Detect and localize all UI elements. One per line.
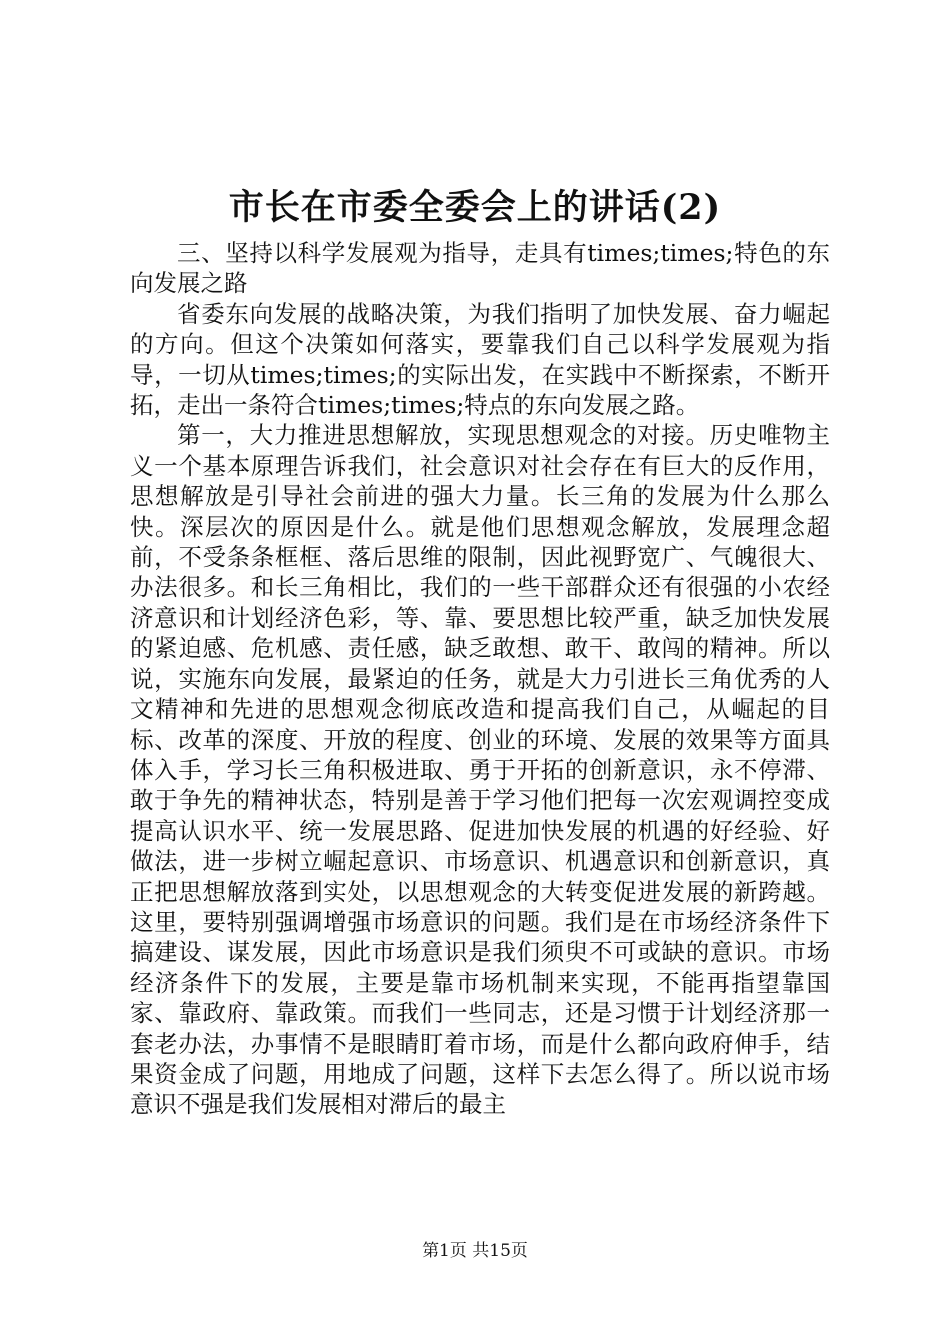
body-paragraph: 省委东向发展的战略决策，为我们指明了加快发展、奋力崛起的方向。但这个决策如何落实，要靠我们自己以科学发展观为指导，一切从times;times;的实际出发，在实践中不断探索，不断开拓，走出一条符合times;times;特点的东向发展之路。 [130, 299, 830, 420]
body-paragraph: 第一，大力推进思想解放，实现思想观念的对接。历史唯物主义一个基本原理告诉我们，社会意识对社会存在有巨大的反作用，思想解放是引导社会前进的强大力量。长三角的发展为什么那么快。深层次的原因是什么。就是他们思想观念解放，发展理念超前，不受条条框框、落后思维的限制，因此视野宽广、气魄很大、办法很多。和长三角相比，我们的一些干部群众还有很强的小农经济意识和计划经济色彩，等、靠、要思想比较严重，缺乏加快发展的紧迫感、危机感、责任感，缺乏敢想、敢干、敢闯的精神。所以说，实施东向发展，最紧迫的任务，就是大力引进长三角优秀的人文精神和先进的思想观念彻底改造和提高我们自己，从崛起的目标、改革的深度、开放的程度、创业的环境、发展的效果等方面具体入手，学习长三角积极进取、勇于开拓的创新意识，永不停滞、敢于争先的精神状态，特别是善于学习他们把每一次宏观调控变成提高认识水平、统一发展思路、促进加快发展的机遇的好经验、好做法，进一步树立崛起意识、市场意识、机遇意识和创新意识，真正把思想解放落到实处，以思想观念的大转变促进发展的新跨越。这里，要特别强调增强市场意识的问题。我们是在市场经济条件下搞建设、谋发展，因此市场意识是我们须臾不可或缺的意识。市场经济条件下的发展，主要是靠市场机制来实现，不能再指望靠国家、靠政府、靠政策。而我们一些同志，还是习惯于计划经济那一套老办法，办事情不是眼睛盯着市场，而是什么都向政府伸手，结果资金成了问题，用地成了问题，这样下去怎么得了。所以说市场意识不强是我们发展相对滞后的最主 [130, 421, 830, 1119]
document-body [130, 238, 830, 1120]
document-title: 市长在市委全委会上的讲话(2) [228, 187, 722, 228]
page-footer: 第1页 共15页 [422, 1241, 528, 1261]
section-heading: 三、坚持以科学发展观为指导，走具有times;times;特色的东向发展之路 [130, 239, 830, 298]
